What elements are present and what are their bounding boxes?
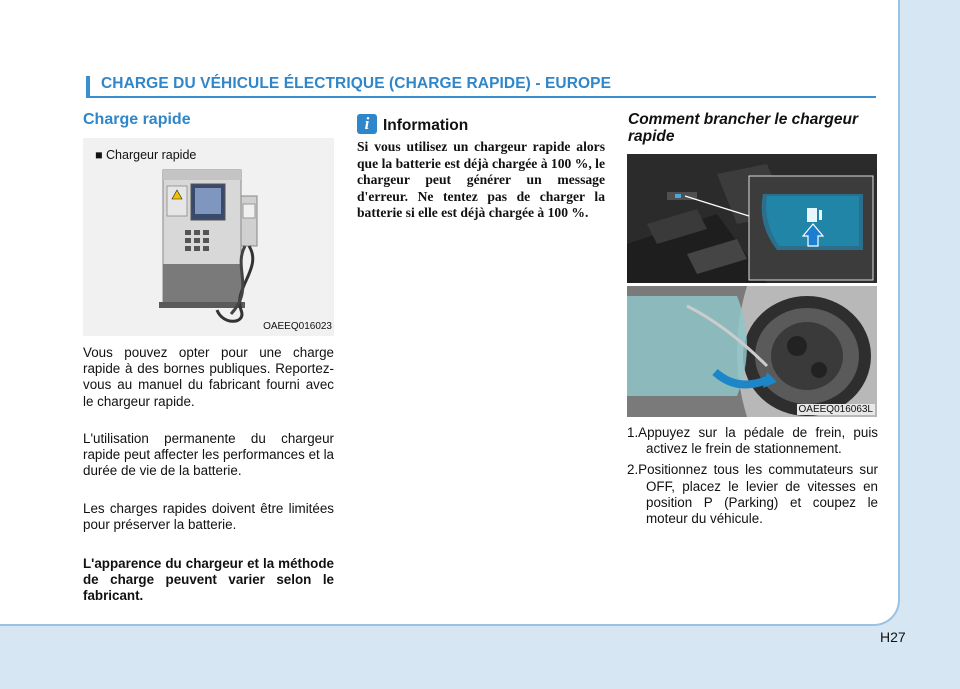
steps-list bbox=[627, 425, 878, 532]
charger-figure bbox=[83, 138, 334, 336]
charge-port-button-photo bbox=[627, 154, 877, 283]
step-item: 1.Appuyez sur la pédale de frein, puis activez le frein de stationnement. bbox=[627, 425, 878, 457]
header-rule bbox=[86, 96, 876, 98]
step-item: 2.Positionnez tous les commutateurs sur OFF, placez le levier de vitesses en position P (Parking) et coupez le moteur du véhicule. bbox=[627, 462, 878, 527]
paragraph-1: Vous pouvez opter pour une charge rapide à des bornes publiques. Reportez-vous au manuel du fabricant fourni avec le chargeur rapide. bbox=[83, 345, 334, 409]
header-accent-bar bbox=[86, 76, 90, 96]
dashboard-photo-illustration bbox=[627, 154, 877, 283]
charge-door-illustration bbox=[627, 286, 877, 417]
figure-caption: ■ Chargeur rapide bbox=[95, 148, 197, 162]
section-title: CHARGE DU VÉHICULE ÉLECTRIQUE (CHARGE RAPIDE) - EUROPE bbox=[101, 75, 612, 92]
photo-code: OAEEQ016063L bbox=[798, 404, 873, 415]
charge-door-photo bbox=[627, 286, 877, 417]
information-title: Information bbox=[383, 117, 469, 134]
paragraph-2: L'utilisation permanente du chargeur rapide peut affecter les performances et la durée de vie de la batterie. bbox=[83, 431, 334, 479]
fast-charger-illustration bbox=[83, 138, 334, 336]
page-number: H27 bbox=[880, 629, 906, 645]
appearance-note: L'apparence du chargeur et la méthode de charge peuvent varier selon le fabricant. bbox=[83, 556, 334, 604]
charge-rapide-heading: Charge rapide bbox=[83, 111, 191, 128]
info-icon: i bbox=[357, 114, 377, 134]
figure-code: OAEEQ016023 bbox=[263, 321, 332, 332]
connect-charger-heading: Comment brancher le chargeur rapide bbox=[628, 111, 858, 145]
paragraph-3: Les charges rapides doivent être limitées pour préserver la batterie. bbox=[83, 501, 334, 533]
information-text: Si vous utilisez un chargeur rapide alors que la batterie est déjà chargée à 100 %, le chargeur peut générer un message d'erreur. Ne tentez pas de charger la batterie si elle est déjà chargée à 100 %. bbox=[357, 139, 605, 220]
